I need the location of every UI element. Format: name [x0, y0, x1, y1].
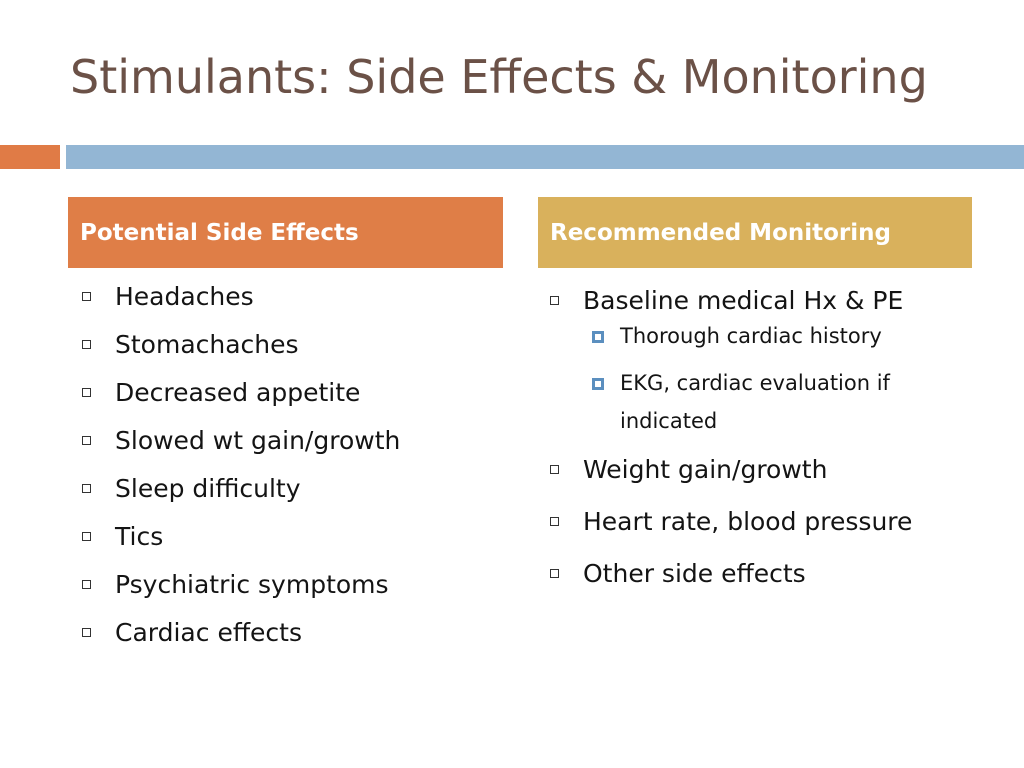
- square-bullet-icon: [550, 517, 559, 526]
- list-item-text: Stomachaches: [115, 330, 299, 359]
- list-item-text: Sleep difficulty: [115, 474, 301, 503]
- list-item: [80, 473, 510, 505]
- list-item-text: Heart rate, blood pressure: [583, 507, 913, 536]
- accent-bar-blue: [66, 145, 1024, 169]
- sub-list-item: [548, 317, 988, 355]
- list-item-text: Cardiac effects: [115, 618, 302, 647]
- sub-list-item: [548, 364, 988, 440]
- square-sub-bullet-icon: [592, 331, 604, 343]
- list-item-text: Headaches: [115, 282, 254, 311]
- list-item-text: Tics: [115, 522, 164, 551]
- square-bullet-icon: [82, 292, 91, 301]
- list-item-text: Other side effects: [583, 559, 806, 588]
- slide-title: Stimulants: Side Effects & Monitoring: [70, 50, 928, 104]
- list-item: [80, 521, 510, 553]
- side-effects-list: [80, 281, 510, 665]
- list-item: [80, 569, 510, 601]
- square-bullet-icon: [550, 465, 559, 474]
- square-bullet-icon: [550, 569, 559, 578]
- monitoring-list: [548, 285, 988, 602]
- square-bullet-icon: [82, 580, 91, 589]
- square-bullet-icon: [82, 388, 91, 397]
- monitoring-header-label: Recommended Monitoring: [550, 219, 891, 246]
- list-item: [548, 506, 988, 538]
- list-item-text: Weight gain/growth: [583, 455, 828, 484]
- list-item: [548, 285, 988, 317]
- list-item: [80, 329, 510, 361]
- square-bullet-icon: [82, 532, 91, 541]
- monitoring-header: [538, 197, 972, 268]
- square-sub-bullet-icon: [592, 378, 604, 390]
- side-effects-header: [68, 197, 503, 268]
- side-effects-header-label: Potential Side Effects: [80, 219, 359, 246]
- square-bullet-icon: [82, 484, 91, 493]
- list-item: [80, 425, 510, 457]
- list-item-text: Decreased appetite: [115, 378, 361, 407]
- square-bullet-icon: [82, 436, 91, 445]
- list-item-text: Slowed wt gain/growth: [115, 426, 401, 455]
- accent-bar-orange: [0, 145, 60, 169]
- list-item-text: Psychiatric symptoms: [115, 570, 389, 599]
- sub-list-item-text: EKG, cardiac evaluation if indicated: [620, 371, 890, 433]
- square-bullet-icon: [82, 340, 91, 349]
- square-bullet-icon: [82, 628, 91, 637]
- list-item: [80, 377, 510, 409]
- square-bullet-icon: [550, 296, 559, 305]
- list-item: [548, 454, 988, 486]
- list-item: [80, 281, 510, 313]
- list-item: [548, 558, 988, 590]
- list-item: [80, 617, 510, 649]
- sub-list-item-text: Thorough cardiac history: [620, 324, 882, 348]
- list-item-text: Baseline medical Hx & PE: [583, 286, 904, 315]
